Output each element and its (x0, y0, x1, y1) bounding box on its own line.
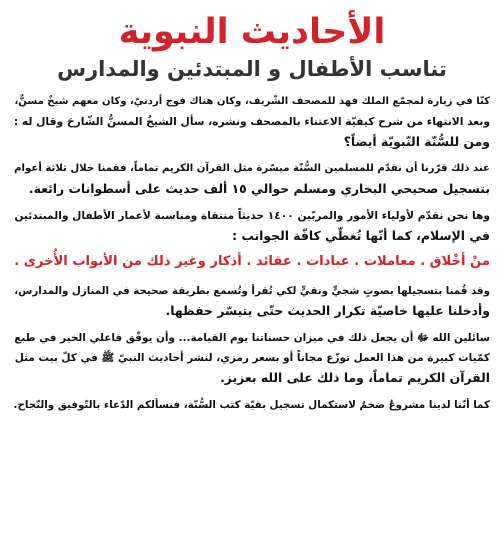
text-line: القرآن الكريم تماماً، وما ذلك على الله بعزيز. (220, 370, 490, 385)
text-line: ومن للسُّنّة النّبويّة أيضاً؟ (343, 134, 490, 149)
paragraph-decision (14, 159, 490, 199)
text-line: في الإسلام، كما أنّها تُغطّي كافّة الجوانب : (232, 228, 490, 243)
text-line: وبعد الانتهاء من شرح كيفيّة الاعتناء بالمصحف ونشره، سأل الشيخُ المسنُّ الشّارحَ وقال له : (13, 115, 490, 128)
paragraph-intro (14, 92, 490, 152)
text-line: وها نحن نقدّم لأولياء الأمور والمربّين ١٤٠٠ حديثاً منتقاة ومناسبة لأعمار الأطفال والمبتدئين (14, 209, 490, 222)
paragraph-prayer (14, 328, 490, 388)
topics-line: منْ أخْلاق . معاملات . عبادات . عقائد . أذكار وغير ذلك من الأبواب الأُخرى . (14, 254, 490, 269)
paragraph-project (14, 395, 490, 415)
text-line: عند ذلك قرّرنا أن نقدّم للمسلمين السُّنّة ميسّرة مثل القرآن الكريم تماماً، فقمنا خلال ثلاثة أعوام (14, 163, 490, 174)
text-line: وأدخلنا عليها خاصيّة تكرار الحديث حتّى يتيسّر حفظها. (165, 303, 490, 318)
paragraph-recording (14, 281, 490, 321)
text-line: وقد قُمنا بتسجيلها بصوتٍ شجيٍّ ونقيٍّ لكي تُقرأ وتُسمع بطريقة صحيحة في المنازل والمدارس، (14, 285, 490, 297)
page-title: الأحاديث النبوية (118, 12, 386, 52)
text-line: سائلين الله ﷻ أن يجعل ذلك في ميزان حسناتنا يوم القيامة... وأن يوفّق فاعلي الخير في طبع (14, 332, 490, 344)
text-line: كمّيات كبيرة من هذا العمل توزّع مجاناً أو بسعر رمزي، لنشر أحاديث النبيّ ﷺ في كلّ بيت مثل (14, 352, 490, 364)
body-text (14, 92, 490, 415)
page-subtitle: تناسب الأطفال و المبتدئين والمدارس (57, 57, 447, 81)
text-line: كنّا في زيارة لمجمّع الملك فهد للمصحف الشّريف، وكان هناك فوج أردنيّ، وكان معهم شيخٌ مسنٌّ، (14, 96, 490, 107)
paragraph-offer (14, 206, 490, 246)
text-line: بتسجيل صحيحي البخاري ومسلم حوالي ١٥ ألف حديث على أسطوانات رائعة. (28, 181, 490, 196)
text-line: كما أنّنا لدينا مشروعٌ ضخمٌ لاستكمال تسجيل بقيّة كتب السُّنّة، فنسألكم الدّعاء بالتّوفيق والنّجاح. (13, 399, 490, 411)
